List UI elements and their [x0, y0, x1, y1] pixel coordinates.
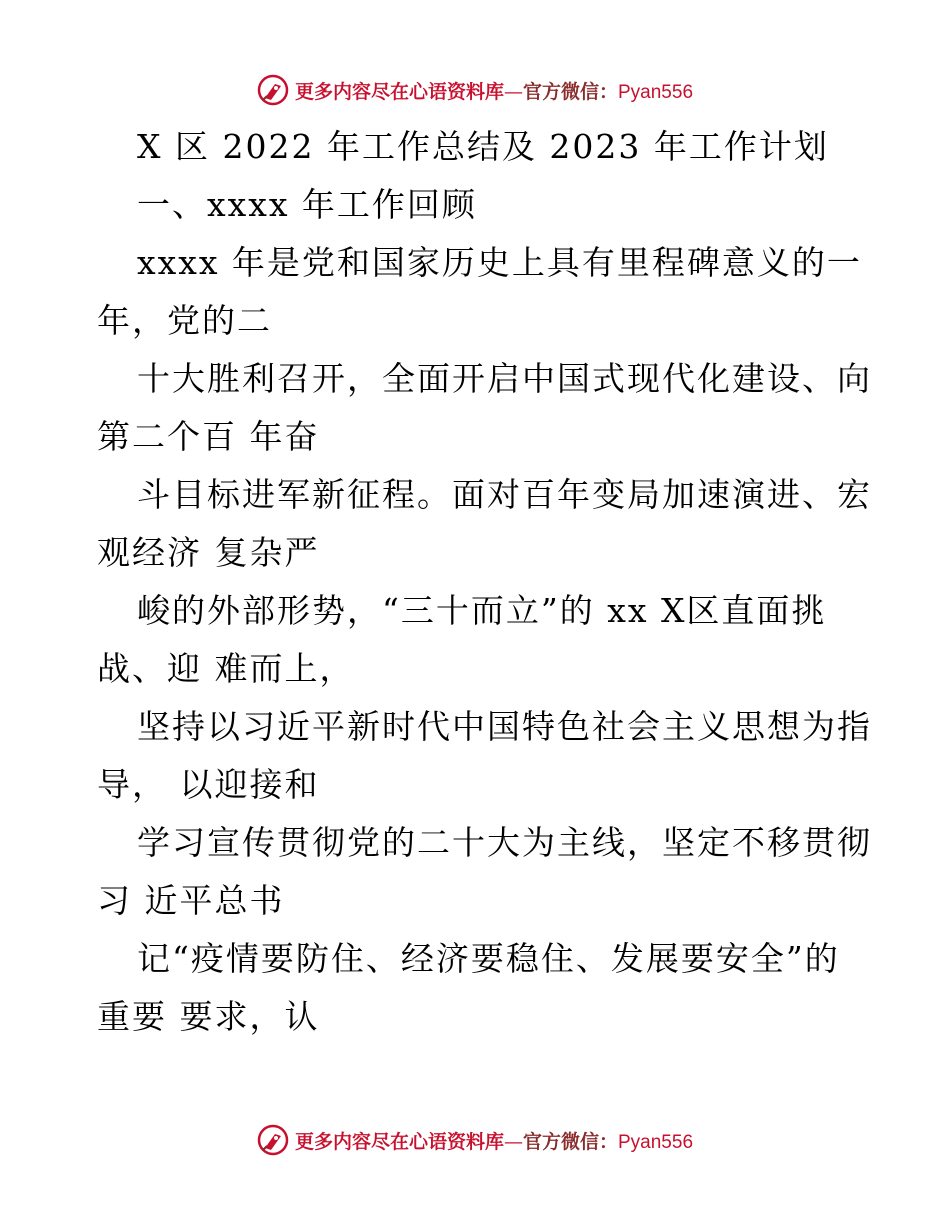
- banner-main-text: 更多内容尽在心语资料库: [294, 1130, 504, 1153]
- document-lines: [97, 176, 872, 1046]
- document-line: 重要 要求，认: [97, 997, 320, 1036]
- banner-text: [295, 77, 693, 104]
- document-body: [97, 118, 872, 1046]
- document-title: X 区 2022 年工作总结及 2023 年工作计划: [137, 127, 829, 166]
- document-line: 观经济 复杂严: [97, 533, 320, 572]
- banner-wechat-id: Pyan556: [618, 81, 694, 103]
- banner-separator: —: [503, 1130, 523, 1153]
- document-line: 峻的外部形势，“三十而立”的 xx X区直面挑: [137, 591, 827, 630]
- document-line: 战、迎 难而上，: [97, 649, 355, 688]
- document-line: xxxx 年是党和国家历史上具有里程碑意义的一: [137, 243, 862, 282]
- document-line: 一、xxxx 年工作回顾: [137, 185, 477, 224]
- footer-banner: [0, 1120, 950, 1160]
- document-line: 年，党的二: [97, 301, 272, 340]
- pen-nib-logo-icon: [257, 1124, 289, 1156]
- document-line: 斗目标进军新征程。面对百年变局加速演进、宏: [137, 475, 872, 514]
- document-line: 第二个百 年奋: [97, 417, 320, 456]
- document-line: 学习宣传贯彻党的二十大为主线，坚定不移贯彻: [137, 823, 872, 862]
- document-line: 坚持以习近平新时代中国特色社会主义思想为指: [137, 707, 872, 746]
- document-line: 十大胜利召开，全面开启中国式现代化建设、向: [137, 359, 872, 398]
- banner-separator: —: [503, 80, 523, 103]
- banner-wechat-label: 官方微信：: [522, 80, 618, 103]
- banner-wechat-id: Pyan556: [618, 1131, 694, 1153]
- banner-main-text: 更多内容尽在心语资料库: [294, 80, 504, 103]
- header-banner: [0, 70, 950, 110]
- document-line: 习 近平总书: [97, 881, 285, 920]
- banner-wechat-label: 官方微信：: [522, 1130, 618, 1153]
- document-line: 导， 以迎接和: [97, 765, 320, 804]
- banner-text: [295, 1127, 693, 1154]
- pen-nib-logo-icon: [257, 74, 289, 106]
- document-line: 记“疫情要防住、经济要稳住、发展要安全”的: [137, 939, 840, 978]
